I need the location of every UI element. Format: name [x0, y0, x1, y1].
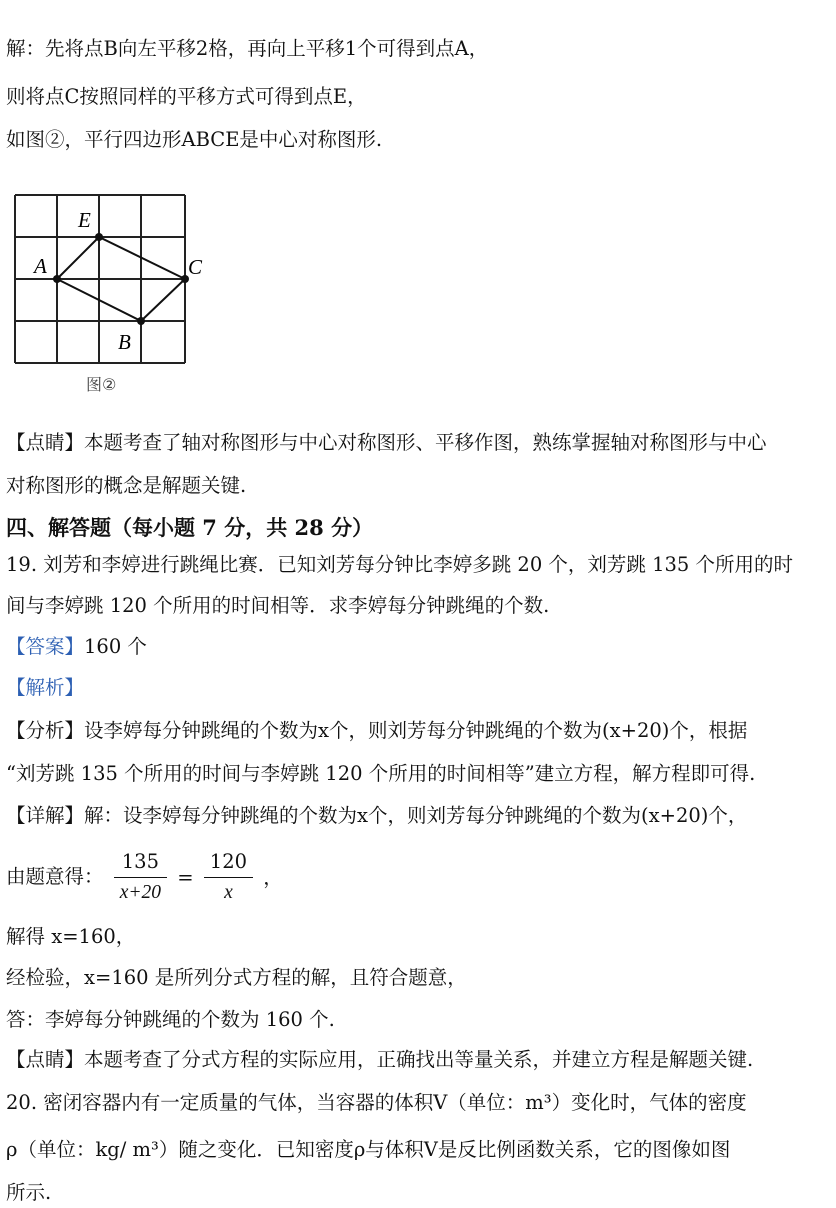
label-a: A: [34, 254, 47, 278]
check-line: 经检验，x=160 是所列分式方程的解，且符合题意，: [6, 966, 467, 989]
fraction-left: [114, 847, 167, 908]
label-c: C: [188, 255, 203, 279]
dianjing-1-line-a: [6, 430, 767, 456]
fenxi-line-2: “刘芳跳 135 个所用的时间与李婷跳 120 个所用的时间相等”建立方程，解方程即可得.: [6, 762, 756, 785]
fraction-right-denominator: x: [224, 882, 233, 903]
figure-caption: 图②: [86, 375, 117, 394]
equation-line: [6, 846, 283, 909]
dianjing-tag: 【点睛】: [6, 431, 85, 454]
label-e: E: [78, 208, 91, 232]
fraction-left-numerator: 135: [114, 847, 167, 878]
dianjing-1-line-b: 对称图形的概念是解题关键.: [6, 474, 247, 497]
question-20-line-3: 所示.: [6, 1181, 52, 1204]
fraction-right: [204, 847, 253, 908]
equals-sign: =: [177, 865, 194, 889]
question-19-line-1: 19. 刘芳和李婷进行跳绳比赛．已知刘芳每分钟比李婷多跳 20 个，刘芳跳 135 个所用的时: [6, 553, 794, 576]
question-20-line-1: 20. 密闭容器内有一定质量的气体，当容器的体积V（单位：m³）变化时，气体的密度: [6, 1091, 747, 1114]
xiangjie-line: 【详解】解：设李婷每分钟跳绳的个数为x个，则刘芳每分钟跳绳的个数为(x+20)个，: [6, 804, 748, 827]
question-20-line-2: ρ（单位：kg/ m³）随之变化．已知密度ρ与体积V是反比例函数关系，它的图像如图: [6, 1138, 731, 1161]
answer-tag: 【答案】: [6, 635, 85, 658]
fraction-right-numerator: 120: [204, 847, 253, 878]
point-b: [137, 317, 145, 325]
solution-line-1: 解：先将点B向左平移2格，再向上平移1个可得到点A，: [6, 37, 489, 60]
fenxi-line-1: 【分析】设李婷每分钟跳绳的个数为x个，则刘芳每分钟跳绳的个数为(x+20)个，根据: [6, 719, 748, 742]
solve-line: 解得 x=160，: [6, 925, 136, 948]
point-e: [95, 233, 103, 241]
grid-figure: [10, 190, 203, 410]
question-19-line-2: 间与李婷跳 120 个所用的时间相等．求李婷每分钟跳绳的个数.: [6, 594, 550, 617]
equation-prefix: 由题意得：: [6, 865, 104, 888]
grid-lines: [15, 195, 185, 363]
fraction-left-denominator: x+20: [119, 882, 162, 903]
solution-line-3: 如图②，平行四边形ABCE是中心对称图形.: [6, 128, 383, 151]
point-a: [53, 275, 61, 283]
label-b: B: [118, 330, 131, 354]
final-answer-line: 答：李婷每分钟跳绳的个数为 160 个.: [6, 1008, 335, 1031]
section-heading: 四、解答题（每小题 7 分，共 28 分）: [6, 515, 374, 540]
solution-line-2: 则将点C按照同样的平移方式可得到点E，: [6, 85, 367, 108]
answer-value: 160 个: [84, 635, 147, 658]
equation-suffix: ，: [263, 865, 283, 889]
jiexi-tag: 【解析】: [6, 676, 85, 699]
answer-line: [6, 634, 147, 660]
dianjing-2-line: 【点睛】本题考查了分式方程的实际应用，正确找出等量关系，并建立方程是解题关键.: [6, 1048, 754, 1071]
dianjing-text: 本题考查了轴对称图形与中心对称图形、平移作图，熟练掌握轴对称图形与中心: [84, 431, 767, 454]
